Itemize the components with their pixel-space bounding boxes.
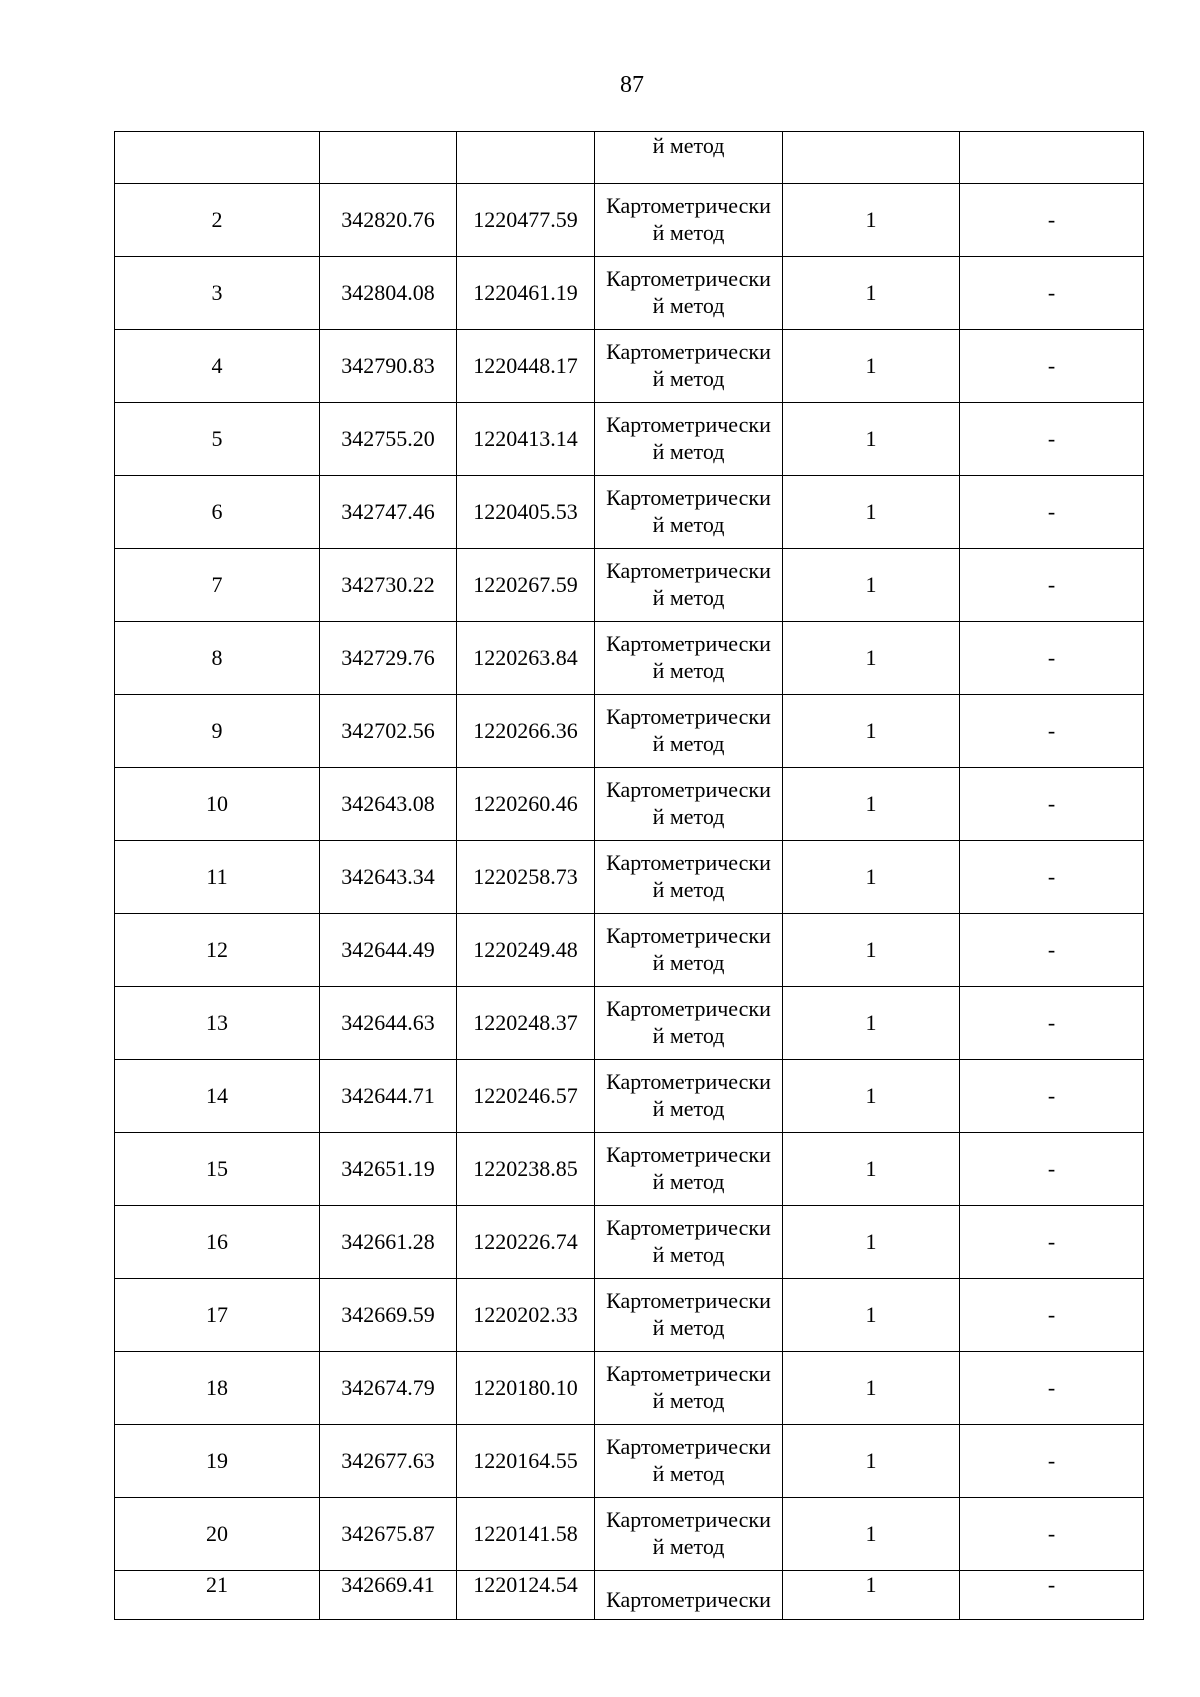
method-text-line1: Картометрически xyxy=(606,1287,771,1313)
method-text-line1: Картометрически xyxy=(606,192,771,218)
method-text-line2: й метод xyxy=(652,1241,725,1267)
cell-x: 342661.28 xyxy=(320,1206,457,1279)
cell-x: 342729.76 xyxy=(320,622,457,695)
cell-note: - xyxy=(960,184,1144,257)
table-row xyxy=(115,476,1144,549)
cell-method xyxy=(595,1498,783,1571)
cell-accuracy: 1 xyxy=(783,1206,960,1279)
cell-accuracy: 1 xyxy=(783,1425,960,1498)
cell-accuracy: 1 xyxy=(783,841,960,914)
cell-note: - xyxy=(960,1498,1144,1571)
cell-y: 1220413.14 xyxy=(457,403,595,476)
cell-note: - xyxy=(960,330,1144,403)
cell-point-number: 14 xyxy=(115,1060,320,1133)
cell-note: - xyxy=(960,257,1144,330)
cell-y: 1220249.48 xyxy=(457,914,595,987)
method-text-line1: Картометрически xyxy=(606,265,771,291)
table-row xyxy=(115,841,1144,914)
cell-point-number: 9 xyxy=(115,695,320,768)
table-row xyxy=(115,1133,1144,1206)
method-text-line2: й метод xyxy=(652,730,725,756)
cell-x: 342677.63 xyxy=(320,1425,457,1498)
cell-method xyxy=(595,1279,783,1352)
cell-accuracy: 1 xyxy=(783,1060,960,1133)
cell-point-number: 15 xyxy=(115,1133,320,1206)
method-text-line1: Картометрически xyxy=(606,776,771,802)
cell-y: 1220226.74 xyxy=(457,1206,595,1279)
cell-point-number: 17 xyxy=(115,1279,320,1352)
cell-y: 1220258.73 xyxy=(457,841,595,914)
cell-x: 342643.08 xyxy=(320,768,457,841)
cell-point-number: 16 xyxy=(115,1206,320,1279)
cell-note: - xyxy=(960,622,1144,695)
cell-method xyxy=(595,987,783,1060)
method-text-line2: й метод xyxy=(652,1387,725,1413)
cell-note: - xyxy=(960,1425,1144,1498)
method-text-line2: й метод xyxy=(652,438,725,464)
cell-y: 1220248.37 xyxy=(457,987,595,1060)
cell-y: 1220246.57 xyxy=(457,1060,595,1133)
cell-note: - xyxy=(960,1571,1144,1620)
cell-accuracy: 1 xyxy=(783,257,960,330)
method-text-line1: Картометрически xyxy=(606,849,771,875)
table-row xyxy=(115,987,1144,1060)
cell-method xyxy=(595,1133,783,1206)
table-row xyxy=(115,1571,1144,1620)
method-text-line1: Картометрически xyxy=(606,1214,771,1240)
table-row xyxy=(115,1206,1144,1279)
cell-note: - xyxy=(960,695,1144,768)
cell-y: 1220260.46 xyxy=(457,768,595,841)
cell-x: 342755.20 xyxy=(320,403,457,476)
cell-method xyxy=(595,914,783,987)
table-row xyxy=(115,403,1144,476)
table-row xyxy=(115,184,1144,257)
method-text-line1: Картометрически xyxy=(606,1506,771,1532)
cell-method xyxy=(595,768,783,841)
cell-y: 1220263.84 xyxy=(457,622,595,695)
cell-accuracy: 1 xyxy=(783,403,960,476)
method-text-line1: Картометрически xyxy=(606,1360,771,1386)
cell-x: 342730.22 xyxy=(320,549,457,622)
cell-x: 342747.46 xyxy=(320,476,457,549)
cell-point-number: 18 xyxy=(115,1352,320,1425)
method-text-line2: й метод xyxy=(652,803,725,829)
method-text-line1: Картометрически xyxy=(606,630,771,656)
cell-note: - xyxy=(960,1060,1144,1133)
method-text-line2: й метод xyxy=(652,876,725,902)
table-row xyxy=(115,1279,1144,1352)
cell-method xyxy=(595,549,783,622)
cell-point-number: 7 xyxy=(115,549,320,622)
cell-method xyxy=(595,330,783,403)
cell-accuracy: 1 xyxy=(783,695,960,768)
cell-method xyxy=(595,622,783,695)
cell-y: 1220461.19 xyxy=(457,257,595,330)
cell-note: - xyxy=(960,476,1144,549)
method-text-line2: й метод xyxy=(652,1314,725,1340)
method-text-line1: Картометрически xyxy=(606,338,771,364)
cell-point-number: 21 xyxy=(115,1571,320,1620)
method-text-line1: Картометрически xyxy=(606,995,771,1021)
method-text-line2: й метод xyxy=(652,584,725,610)
cell-note: - xyxy=(960,1279,1144,1352)
cell-method xyxy=(595,476,783,549)
method-text-line1: Картометрически xyxy=(606,1587,771,1612)
cell-y: 1220180.10 xyxy=(457,1352,595,1425)
table-row xyxy=(115,549,1144,622)
cell-point-number: 12 xyxy=(115,914,320,987)
table-row xyxy=(115,257,1144,330)
cell-x: 342820.76 xyxy=(320,184,457,257)
cell-point-number: 19 xyxy=(115,1425,320,1498)
cell-note xyxy=(960,132,1144,184)
cell-note: - xyxy=(960,768,1144,841)
method-text-line1: Картометрически xyxy=(606,411,771,437)
cell-note: - xyxy=(960,841,1144,914)
cell-method xyxy=(595,184,783,257)
cell-method xyxy=(595,1206,783,1279)
cell-accuracy: 1 xyxy=(783,549,960,622)
method-text-line2: й метод xyxy=(652,511,725,537)
cell-note: - xyxy=(960,1352,1144,1425)
cell-x: 342669.59 xyxy=(320,1279,457,1352)
table-row xyxy=(115,1060,1144,1133)
cell-method xyxy=(595,695,783,768)
cell-x: 342675.87 xyxy=(320,1498,457,1571)
cell-y xyxy=(457,132,595,184)
cell-point-number: 6 xyxy=(115,476,320,549)
cell-method xyxy=(595,1425,783,1498)
cell-point-number: 3 xyxy=(115,257,320,330)
cell-x xyxy=(320,132,457,184)
table-row xyxy=(115,622,1144,695)
method-text-line2: й метод xyxy=(652,1533,725,1559)
cell-x: 342643.34 xyxy=(320,841,457,914)
cell-note: - xyxy=(960,1206,1144,1279)
cell-point-number: 13 xyxy=(115,987,320,1060)
method-text-line1: Картометрически xyxy=(606,484,771,510)
method-text-line1: Картометрически xyxy=(606,1068,771,1094)
method-text-line2: й метод xyxy=(652,1168,725,1194)
cell-accuracy: 1 xyxy=(783,1133,960,1206)
cell-accuracy: 1 xyxy=(783,987,960,1060)
table-row xyxy=(115,914,1144,987)
cell-y: 1220238.85 xyxy=(457,1133,595,1206)
table-row xyxy=(115,330,1144,403)
cell-x: 342669.41 xyxy=(320,1571,457,1620)
method-text-line1: Картометрически xyxy=(606,1141,771,1167)
method-text-line1: Картометрически xyxy=(606,922,771,948)
method-text-line2: й метод xyxy=(652,1022,725,1048)
cell-x: 342644.71 xyxy=(320,1060,457,1133)
cell-accuracy: 1 xyxy=(783,1352,960,1425)
cell-accuracy xyxy=(783,132,960,184)
cell-point-number: 8 xyxy=(115,622,320,695)
cell-note: - xyxy=(960,549,1144,622)
cell-accuracy: 1 xyxy=(783,914,960,987)
page-number: 87 xyxy=(620,72,644,98)
cell-x: 342674.79 xyxy=(320,1352,457,1425)
cell-note: - xyxy=(960,914,1144,987)
cell-method xyxy=(595,1060,783,1133)
cell-method xyxy=(595,841,783,914)
cell-accuracy: 1 xyxy=(783,768,960,841)
cell-y: 1220405.53 xyxy=(457,476,595,549)
method-text-line1: Картометрически xyxy=(606,703,771,729)
cell-point-number: 20 xyxy=(115,1498,320,1571)
table-row xyxy=(115,1425,1144,1498)
cell-point-number: 4 xyxy=(115,330,320,403)
cell-y: 1220164.55 xyxy=(457,1425,595,1498)
cell-y: 1220267.59 xyxy=(457,549,595,622)
cell-accuracy: 1 xyxy=(783,184,960,257)
cell-note: - xyxy=(960,1133,1144,1206)
method-text-line2: й метод xyxy=(652,657,725,683)
cell-note: - xyxy=(960,987,1144,1060)
method-text-line1: Картометрически xyxy=(606,557,771,583)
method-text-line2: й метод xyxy=(652,1460,725,1486)
cell-y: 1220202.33 xyxy=(457,1279,595,1352)
method-text-line2: й метод xyxy=(652,292,725,318)
table-row xyxy=(115,768,1144,841)
cell-accuracy: 1 xyxy=(783,330,960,403)
method-text-line2: й метод xyxy=(652,1095,725,1121)
table-row xyxy=(115,695,1144,768)
cell-point-number xyxy=(115,132,320,184)
cell-accuracy: 1 xyxy=(783,622,960,695)
cell-x: 342651.19 xyxy=(320,1133,457,1206)
cell-method xyxy=(595,132,783,184)
method-text: й метод xyxy=(652,133,725,158)
cell-y: 1220141.58 xyxy=(457,1498,595,1571)
table-row xyxy=(115,1498,1144,1571)
cell-y: 1220448.17 xyxy=(457,330,595,403)
method-text-line1: Картометрически xyxy=(606,1433,771,1459)
cell-point-number: 2 xyxy=(115,184,320,257)
method-text-line2: й метод xyxy=(652,365,725,391)
cell-method xyxy=(595,403,783,476)
cell-x: 342804.08 xyxy=(320,257,457,330)
cell-x: 342644.49 xyxy=(320,914,457,987)
cell-y: 1220266.36 xyxy=(457,695,595,768)
cell-method xyxy=(595,1571,783,1620)
method-text-line2: й метод xyxy=(652,219,725,245)
cell-accuracy: 1 xyxy=(783,476,960,549)
cell-y: 1220477.59 xyxy=(457,184,595,257)
cell-x: 342702.56 xyxy=(320,695,457,768)
cell-point-number: 10 xyxy=(115,768,320,841)
cell-accuracy: 1 xyxy=(783,1571,960,1620)
method-text-line2: й метод xyxy=(652,949,725,975)
coordinates-table xyxy=(114,131,1144,1620)
cell-method xyxy=(595,1352,783,1425)
cell-accuracy: 1 xyxy=(783,1498,960,1571)
cell-point-number: 5 xyxy=(115,403,320,476)
cell-accuracy: 1 xyxy=(783,1279,960,1352)
cell-point-number: 11 xyxy=(115,841,320,914)
cell-note: - xyxy=(960,403,1144,476)
table-row-continued xyxy=(115,132,1144,184)
cell-x: 342790.83 xyxy=(320,330,457,403)
cell-x: 342644.63 xyxy=(320,987,457,1060)
table-row xyxy=(115,1352,1144,1425)
cell-y: 1220124.54 xyxy=(457,1571,595,1620)
cell-method xyxy=(595,257,783,330)
